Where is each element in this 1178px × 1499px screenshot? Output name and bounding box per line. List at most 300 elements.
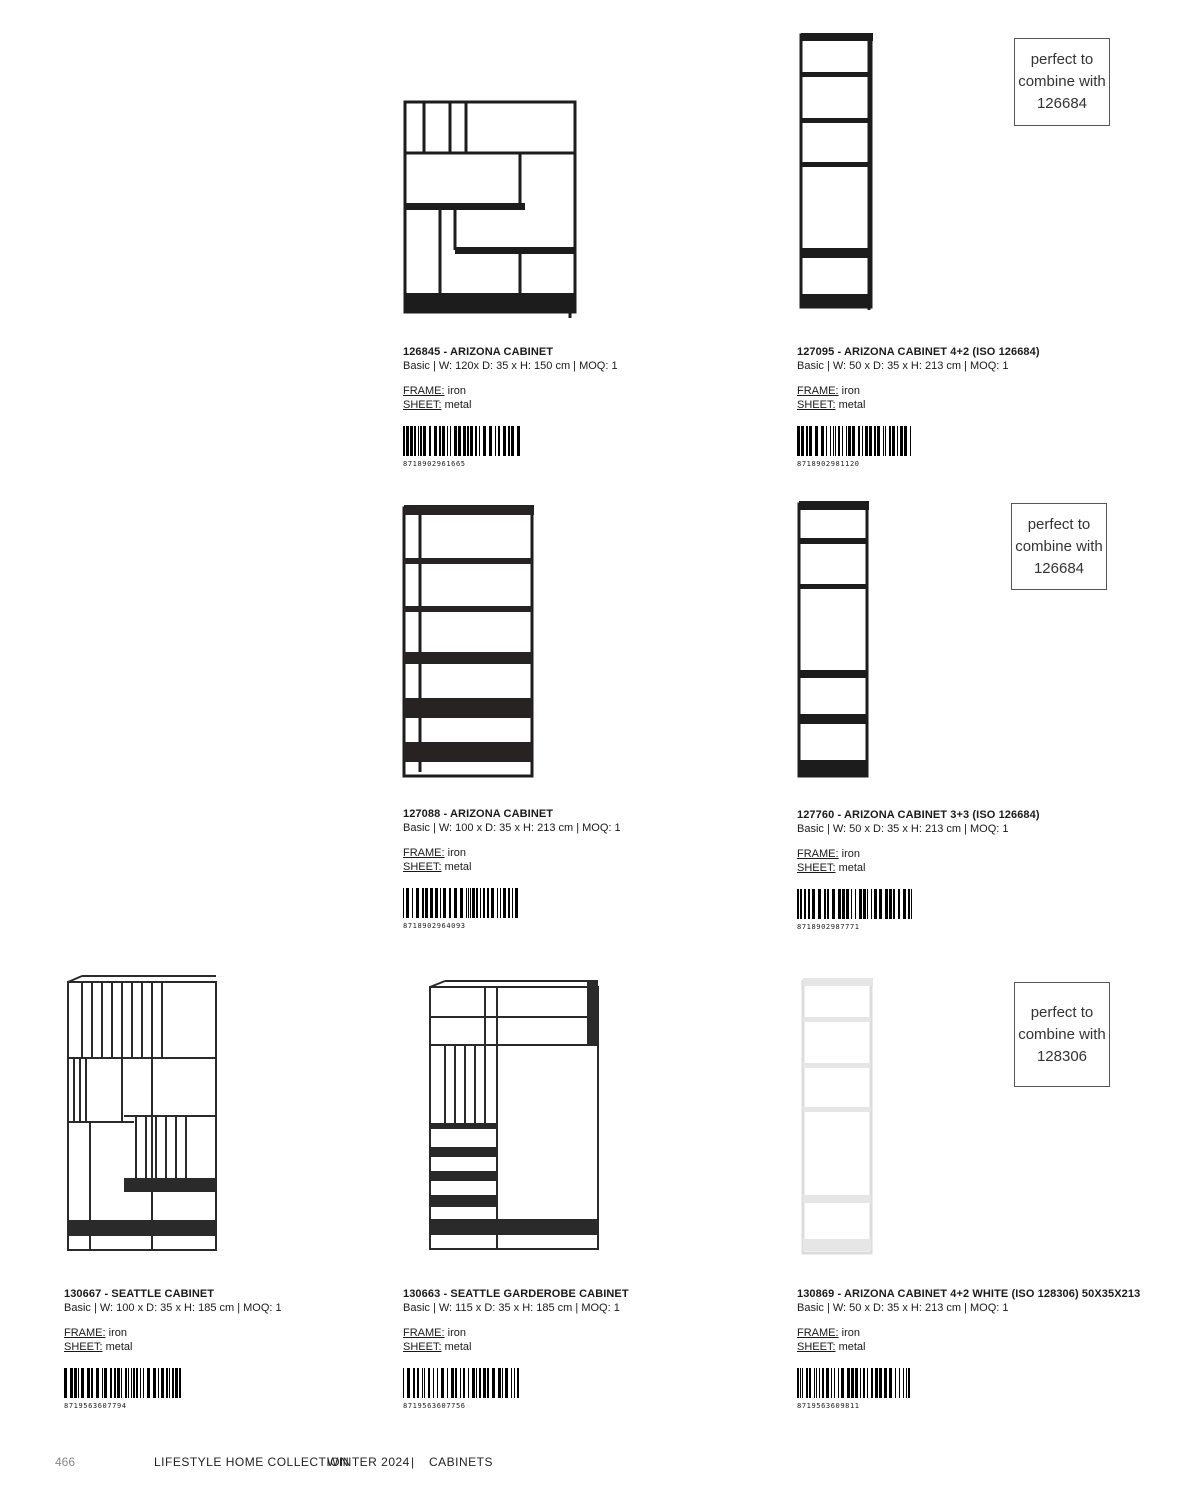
barcode-bar — [517, 426, 520, 456]
barcode-bar — [898, 889, 900, 919]
materials — [403, 384, 723, 412]
barcode-bar — [412, 888, 413, 918]
barcode-bar — [797, 889, 799, 919]
barcode-bar — [814, 1368, 815, 1398]
barcode-bar — [867, 1368, 868, 1398]
barcode-bar — [842, 889, 845, 919]
frame-value: iron — [447, 385, 466, 397]
ean-number: 8718902961665 — [403, 460, 466, 468]
barcode-bar — [479, 426, 480, 456]
footer-divider: | — [411, 1455, 415, 1469]
barcode-bar — [863, 889, 866, 919]
barcode-bar — [855, 1368, 858, 1398]
barcode-bar — [892, 426, 895, 456]
barcode-bar — [491, 888, 494, 918]
sheet-label: SHEET: — [403, 861, 442, 873]
barcode-bar — [800, 1368, 801, 1398]
barcode-bar — [831, 1368, 832, 1398]
product-title — [797, 1288, 1157, 1300]
barcode-bar — [161, 1368, 164, 1398]
barcode-bar — [851, 889, 852, 919]
barcode-bar — [832, 889, 835, 919]
barcode-bar — [104, 1368, 107, 1398]
barcode-bar — [454, 426, 457, 456]
barcode-bar — [503, 426, 506, 456]
barcode-bar — [500, 888, 501, 918]
sheet-label: SHEET: — [797, 399, 836, 411]
materials — [403, 1326, 723, 1354]
ean-number: 8718902987771 — [797, 923, 860, 931]
barcode-bar — [847, 1368, 850, 1398]
barcode-bar — [822, 1368, 824, 1398]
barcode-bar — [447, 1368, 448, 1398]
barcode-bar — [897, 426, 898, 456]
barcode-bar — [492, 1368, 495, 1398]
combine-line: perfect to — [1030, 51, 1094, 68]
barcode-bar — [406, 426, 409, 456]
combine-code: 126684 — [1033, 559, 1085, 577]
barcode-bar — [889, 1368, 892, 1398]
barcode-bar — [806, 426, 808, 456]
product-image-127095 — [797, 30, 877, 315]
barcode-bar — [140, 1368, 141, 1398]
barcode-bar — [800, 889, 802, 919]
product-card — [403, 808, 723, 930]
barcode-bar — [893, 889, 895, 919]
title-separator: - — [101, 1288, 112, 1300]
barcode-bar — [816, 1368, 817, 1398]
barcode-bar — [906, 1368, 907, 1398]
barcode-bar — [858, 426, 860, 456]
barcode-bar — [515, 888, 518, 918]
product-spec: Basic | W: 50 x D: 35 x H: 213 cm | MOQ: 1 — [797, 1302, 1009, 1314]
barcode-bar — [508, 426, 510, 456]
sheet-label: SHEET: — [403, 1341, 442, 1353]
barcode-bar — [460, 1368, 461, 1398]
barcode-bar — [475, 426, 477, 456]
barcode-bar — [468, 888, 469, 918]
barcode-bar — [826, 426, 827, 456]
sheet-value: metal — [838, 399, 866, 411]
sheet-label: SHEET: — [797, 1341, 836, 1353]
barcode-bar — [815, 426, 818, 456]
barcode — [797, 889, 915, 919]
barcode-bar — [175, 1368, 178, 1398]
barcode-bar — [172, 1368, 174, 1398]
combine-line: perfect to — [1027, 515, 1091, 533]
barcode-bar — [879, 889, 882, 919]
frame-value: iron — [841, 1327, 860, 1339]
barcode-bar — [514, 1368, 515, 1398]
product-code: 130869 — [797, 1288, 835, 1300]
product-card — [797, 809, 1117, 931]
barcode-bar — [502, 1368, 503, 1398]
product-image-130869 — [798, 975, 878, 1260]
barcode-bar — [860, 1368, 861, 1398]
barcode-bar — [74, 1368, 77, 1398]
barcode — [797, 426, 915, 456]
barcode-bar — [472, 888, 475, 918]
barcode-bar — [908, 1368, 910, 1398]
product-code: 130663 — [403, 1288, 441, 1300]
frame-label: FRAME: — [403, 1327, 445, 1339]
barcode-bar — [838, 426, 840, 456]
barcode-bar — [497, 888, 498, 918]
frame-label: FRAME: — [403, 385, 445, 397]
barcode-bar — [136, 1368, 138, 1398]
combine-note — [1014, 982, 1110, 1087]
sheet-label: SHEET: — [797, 862, 836, 874]
barcode-bar — [910, 426, 911, 456]
materials — [403, 846, 723, 874]
barcode-bar — [824, 889, 826, 919]
barcode-bar — [429, 426, 431, 456]
barcode-bar — [424, 1368, 425, 1398]
frame-label: FRAME: — [797, 848, 839, 860]
frame-label: FRAME: — [403, 847, 445, 859]
product-card — [403, 346, 723, 468]
barcode-bar — [874, 426, 876, 456]
footer-season: WINTER 2024 — [327, 1455, 410, 1469]
frame-label: FRAME: — [797, 1327, 839, 1339]
barcode-bar — [867, 889, 868, 919]
barcode-bar — [102, 1368, 103, 1398]
barcode-bar — [114, 1368, 116, 1398]
product-title — [403, 808, 723, 820]
page-number: 466 — [55, 1455, 76, 1469]
frame-label: FRAME: — [797, 385, 839, 397]
combine-code: 126684 — [1036, 95, 1088, 112]
barcode-bar — [78, 1368, 79, 1398]
footer-section: CABINETS — [429, 1455, 494, 1469]
barcode-bar — [416, 888, 419, 918]
ean-number: 8719563607756 — [403, 1402, 466, 1410]
product-spec: Basic | W: 100 x D: 35 x H: 213 cm | MOQ: 1 — [403, 822, 621, 834]
barcode-bar — [443, 888, 446, 918]
barcode-bar — [903, 1368, 904, 1398]
product-spec: Basic | W: 50 x D: 35 x H: 213 cm | MOQ: 1 — [797, 360, 1009, 372]
materials — [797, 384, 1117, 412]
barcode-bar — [133, 1368, 135, 1398]
barcode-bar — [433, 1368, 434, 1398]
barcode-bar — [81, 1368, 84, 1398]
barcode-bar — [863, 1368, 865, 1398]
barcode-bar — [451, 1368, 454, 1398]
title-separator: - — [440, 808, 450, 820]
barcode-bar — [797, 1368, 799, 1398]
materials — [64, 1326, 384, 1354]
product-title — [64, 1288, 384, 1300]
barcode-bar — [512, 888, 513, 918]
barcode-bar — [818, 889, 821, 919]
barcode-bar — [479, 1368, 481, 1398]
barcode-bar — [439, 426, 441, 456]
barcode — [403, 1368, 521, 1398]
sheet-value: metal — [444, 399, 472, 411]
barcode-bar — [842, 426, 843, 456]
barcode-bar — [846, 889, 849, 919]
barcode-bar — [403, 426, 405, 456]
product-card — [797, 346, 1117, 468]
sheet-value: metal — [444, 1341, 472, 1353]
barcode-bar — [801, 426, 804, 456]
barcode-bar — [871, 889, 872, 919]
barcode-bar — [417, 1368, 419, 1398]
barcode-bar — [903, 889, 906, 919]
sheet-label: SHEET: — [403, 399, 442, 411]
barcode-bar — [131, 1368, 132, 1398]
product-name: ARIZONA CABINET — [449, 346, 554, 358]
barcode-bar — [406, 888, 409, 918]
product-name: ARIZONA CABINET 4+2 (ISO 126684) — [843, 346, 1040, 358]
barcode-bar — [472, 1368, 475, 1398]
combine-note — [1014, 38, 1110, 126]
barcode-bar — [437, 1368, 438, 1398]
barcode-bar — [413, 1368, 415, 1398]
barcode-bar — [819, 1368, 820, 1398]
barcode-bar — [403, 888, 404, 918]
barcode-bar — [885, 426, 886, 456]
barcode-bar — [468, 1368, 469, 1398]
barcode-bar — [806, 1368, 808, 1398]
barcode-bar — [440, 888, 441, 918]
barcode-bar — [70, 1368, 73, 1398]
barcode-bar — [449, 888, 451, 918]
barcode-bar — [117, 1368, 120, 1398]
product-name: SEATTLE GARDEROBE CABINET — [450, 1288, 629, 1300]
barcode-bar — [166, 1368, 168, 1398]
barcode-bar — [852, 426, 855, 456]
barcode-bar — [900, 426, 903, 456]
barcode-bar — [889, 889, 892, 919]
barcode-bar — [498, 426, 500, 456]
barcode-bar — [503, 888, 506, 918]
barcode-bar — [169, 1368, 170, 1398]
product-image-130667 — [62, 972, 222, 1262]
product-code: 127095 — [797, 346, 835, 358]
barcode-bar — [403, 1368, 404, 1398]
barcode-bar — [153, 1368, 156, 1398]
combine-line: combine with — [1018, 1025, 1106, 1043]
barcode-bar — [885, 889, 888, 919]
barcode-bar — [434, 426, 437, 456]
barcode-bar — [846, 426, 847, 456]
barcode-bar — [430, 888, 433, 918]
combine-note — [1011, 503, 1107, 590]
frame-value: iron — [447, 1327, 466, 1339]
product-image-127088 — [400, 502, 540, 782]
product-name: SEATTLE CABINET — [111, 1288, 215, 1300]
barcode-bar — [435, 888, 438, 918]
barcode-bar — [428, 1368, 430, 1398]
barcode-bar — [407, 1368, 410, 1398]
barcode-bar — [809, 426, 812, 456]
product-code: 127760 — [797, 809, 835, 821]
barcode-bar — [458, 426, 461, 456]
frame-label: FRAME: — [64, 1327, 106, 1339]
barcode-bar — [821, 426, 824, 456]
barcode-bar — [470, 426, 473, 456]
barcode-bar — [834, 1368, 835, 1398]
title-separator: - — [440, 346, 450, 358]
product-title — [403, 346, 723, 358]
sheet-value: metal — [838, 862, 866, 874]
barcode-bar — [179, 1368, 181, 1398]
barcode-bar — [797, 426, 800, 456]
barcode-bar — [498, 1368, 501, 1398]
barcode-bar — [874, 889, 877, 919]
barcode-bar — [414, 426, 416, 456]
barcode-bar — [147, 1368, 150, 1398]
combine-code: 128306 — [1036, 1047, 1088, 1065]
barcode-bar — [87, 1368, 90, 1398]
ean-number: 8719563607794 — [64, 1402, 127, 1410]
barcode-bar — [862, 426, 863, 456]
barcode-bar — [128, 1368, 129, 1398]
product-code: 130667 — [64, 1288, 102, 1300]
sheet-label: SHEET: — [64, 1341, 103, 1353]
barcode-bar — [517, 1368, 519, 1398]
combine-line: combine with — [1015, 537, 1103, 555]
product-image-126845 — [400, 98, 580, 323]
barcode-bar — [143, 1368, 144, 1398]
ean-number: 8718902981120 — [797, 460, 860, 468]
barcode-bar — [442, 426, 445, 456]
barcode-bar — [875, 1368, 878, 1398]
product-title — [797, 346, 1117, 358]
product-image-130663 — [425, 975, 605, 1265]
title-separator: - — [834, 346, 844, 358]
barcode-bar — [827, 889, 829, 919]
product-image-127760 — [795, 498, 875, 783]
barcode-bar — [483, 426, 486, 456]
barcode-bar — [848, 426, 851, 456]
barcode-bar — [455, 1368, 457, 1398]
product-card — [403, 1288, 723, 1410]
barcode-bar — [418, 426, 419, 456]
barcode-bar — [826, 1368, 829, 1398]
product-code: 127088 — [403, 808, 441, 820]
barcode — [403, 888, 521, 918]
barcode-bar — [64, 1368, 67, 1398]
barcode-bar — [125, 1368, 127, 1398]
barcode-bar — [110, 1368, 112, 1398]
barcode-bar — [483, 888, 485, 918]
barcode-bar — [911, 889, 912, 919]
ean-number: 8719563609811 — [797, 1402, 860, 1410]
barcode-bar — [804, 889, 806, 919]
barcode-bar — [884, 1368, 887, 1398]
footer-collection: LIFESTYLE HOME COLLECTION — [154, 1455, 350, 1469]
barcode-bar — [833, 426, 834, 456]
barcode-bar — [466, 888, 467, 918]
barcode-bar — [809, 1368, 811, 1398]
barcode-bar — [511, 1368, 512, 1398]
barcode-bar — [410, 426, 413, 456]
barcode-bar — [835, 426, 836, 456]
barcode-bar — [855, 889, 856, 919]
barcode-bar — [467, 426, 469, 456]
barcode-bar — [877, 426, 880, 456]
barcode-bar — [859, 889, 862, 919]
barcode-bar — [121, 1368, 122, 1398]
barcode-bar — [476, 888, 478, 918]
product-card — [797, 1288, 1157, 1410]
barcode-bar — [450, 426, 451, 456]
materials — [797, 847, 1117, 875]
barcode-bar — [489, 426, 492, 456]
product-card — [64, 1288, 384, 1410]
product-name: ARIZONA CABINET 3+3 (ISO 126684) — [843, 809, 1040, 821]
barcode-bar — [899, 1368, 900, 1398]
barcode-bar — [91, 1368, 93, 1398]
barcode-bar — [904, 426, 907, 456]
barcode-bar — [879, 1368, 882, 1398]
barcode-bar — [483, 1368, 486, 1398]
barcode-bar — [841, 1368, 844, 1398]
barcode-bar — [908, 889, 910, 919]
barcode-bar — [838, 889, 841, 919]
frame-value: iron — [108, 1327, 127, 1339]
barcode-bar — [808, 889, 810, 919]
barcode-bar — [865, 426, 868, 456]
product-spec: Basic | W: 50 x D: 35 x H: 213 cm | MOQ: 1 — [797, 823, 1009, 835]
barcode-bar — [463, 426, 466, 456]
barcode — [64, 1368, 182, 1398]
product-spec: Basic | W: 115 x D: 35 x H: 185 cm | MOQ: 1 — [403, 1302, 620, 1314]
barcode-bar — [830, 426, 831, 456]
product-title — [797, 809, 1117, 821]
barcode-bar — [423, 426, 426, 456]
barcode-bar — [476, 1368, 477, 1398]
product-name: ARIZONA CABINET 4+2 WHITE (ISO 128306) 50X35X213 — [843, 1288, 1141, 1300]
title-separator: - — [834, 1288, 844, 1300]
frame-value: iron — [841, 385, 860, 397]
barcode-bar — [420, 426, 422, 456]
barcode-bar — [812, 889, 815, 919]
combine-line: combine with — [1018, 73, 1106, 90]
barcode-bar — [487, 1368, 489, 1398]
barcode-bar — [463, 1368, 465, 1398]
title-separator: - — [440, 1288, 451, 1300]
materials — [797, 1326, 1157, 1354]
barcode-bar — [460, 888, 463, 918]
barcode-bar — [480, 888, 481, 918]
barcode — [403, 426, 521, 456]
barcode-bar — [505, 1368, 508, 1398]
barcode-bar — [895, 1368, 896, 1398]
barcode-bar — [869, 426, 872, 456]
frame-value: iron — [841, 848, 860, 860]
barcode-bar — [889, 426, 891, 456]
barcode-bar — [454, 888, 457, 918]
barcode-bar — [447, 426, 448, 456]
barcode-bar — [508, 888, 510, 918]
barcode-bar — [425, 888, 428, 918]
ean-number: 8718902964093 — [403, 922, 466, 930]
barcode-bar — [851, 1368, 854, 1398]
barcode-bar — [158, 1368, 159, 1398]
sheet-value: metal — [444, 861, 472, 873]
product-code: 126845 — [403, 346, 441, 358]
combine-line: perfect to — [1030, 1003, 1094, 1021]
barcode-bar — [441, 1368, 444, 1398]
barcode-bar — [487, 888, 489, 918]
barcode-bar — [470, 888, 471, 918]
title-separator: - — [834, 809, 844, 821]
barcode-bar — [871, 1368, 873, 1398]
barcode-bar — [511, 426, 514, 456]
